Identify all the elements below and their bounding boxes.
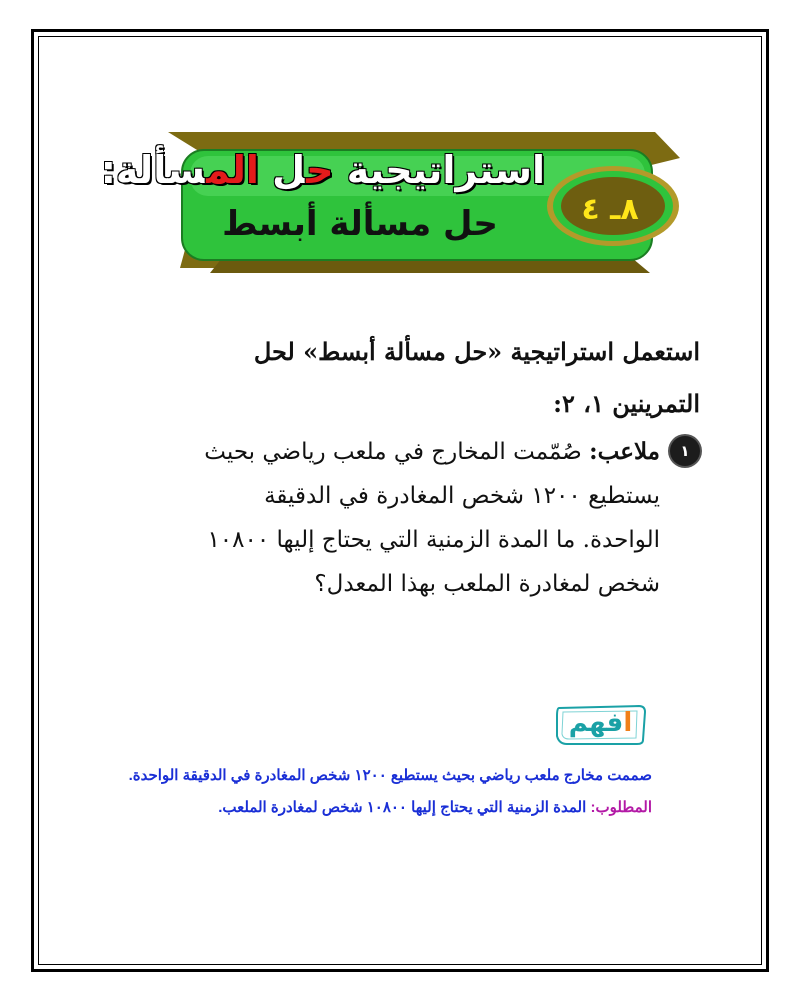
problem-body: صُمّمت المخارج في ملعب رياضي بحيث يستطيع ١٢٠٠ شخص المغادرة في الدقيقة الواحدة. ما المدة الزمنية التي يحتاج إليها ١٠٨٠٠ شخص لمغادرة الملعب بهذا المعدل؟: [204, 439, 660, 597]
afham-label: افهم: [568, 708, 633, 738]
required-note: [112, 796, 652, 820]
problem-text: [180, 430, 660, 606]
required-label: المطلوب:: [590, 799, 652, 816]
required-text: المدة الزمنية التي يحتاج إليها ١٠٨٠٠ شخص لمغادرة الملعب.: [218, 799, 591, 816]
understanding-notes: [112, 764, 652, 820]
afham-icon: [553, 702, 648, 747]
instructions-line-2: التمرينين ١، ٢:: [553, 389, 700, 418]
banner-title: استراتيجية حل المسألة:: [100, 148, 545, 192]
lesson-banner: [100, 128, 695, 278]
instructions: [220, 326, 700, 430]
problem-number-badge: ١: [670, 436, 700, 466]
lesson-number-badge: ٨ـ ٤: [581, 192, 639, 227]
instructions-line-1: استعمل استراتيجية «حل مسألة أبسط» لحل: [253, 337, 700, 366]
problem-label: ملاعب:: [589, 438, 660, 465]
given-note: صممت مخارج ملعب رياضي بحيث يستطيع ١٢٠٠ شخص المغادرة في الدقيقة الواحدة.: [128, 767, 652, 784]
problem-1: [180, 430, 700, 606]
banner-subtitle: حل مسألة أبسط: [222, 204, 498, 244]
